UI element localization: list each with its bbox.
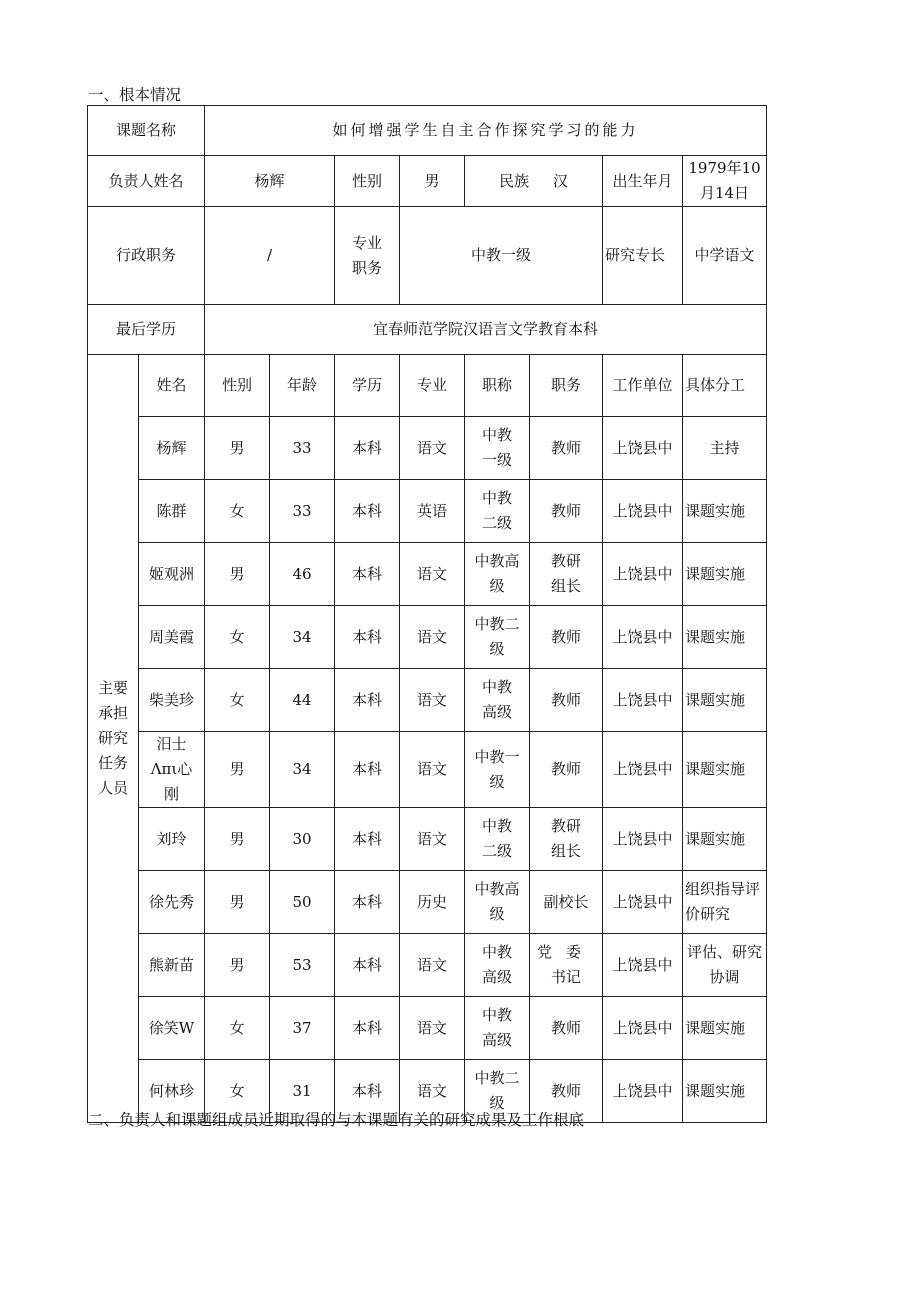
member-name-line: 陈群 xyxy=(156,501,187,520)
table-row xyxy=(88,934,767,997)
member-task xyxy=(683,997,767,1060)
member-major: 语文 xyxy=(400,997,465,1060)
member-title-line: 中教二 xyxy=(474,1069,520,1087)
member-post-line: 组长 xyxy=(551,577,582,595)
member-title-line: 高级 xyxy=(482,703,513,721)
admin-post-value: / xyxy=(205,207,335,305)
member-name-line: 柴美珍 xyxy=(149,690,195,709)
leader-ethnicity-cell xyxy=(465,156,603,207)
member-unit: 上饶县中 xyxy=(603,997,683,1060)
member-age: 44 xyxy=(270,669,335,732)
table-row xyxy=(88,871,767,934)
member-task xyxy=(683,1060,767,1123)
member-unit: 上饶县中 xyxy=(603,543,683,606)
member-task-line: 课题实施 xyxy=(685,627,746,646)
professional-title-label-line2: 职务 xyxy=(352,258,383,277)
member-title xyxy=(465,417,530,480)
member-unit: 上饶县中 xyxy=(603,480,683,543)
member-name-line: 徐笑W xyxy=(148,1018,195,1037)
table-row xyxy=(88,606,767,669)
member-task-line: 组织指导评 xyxy=(685,880,761,898)
member-name xyxy=(139,480,205,543)
member-post-line: 教研 xyxy=(551,817,582,835)
member-education: 本科 xyxy=(335,997,400,1060)
member-post xyxy=(530,606,603,669)
project-name-label: 课题名称 xyxy=(88,106,205,156)
table-row xyxy=(88,669,767,732)
member-title-line: 级 xyxy=(489,577,505,595)
project-name-value: 如何增强学生自主合作探究学习的能力 xyxy=(205,106,767,156)
member-task-line: 课题实施 xyxy=(685,760,746,778)
professional-title-label xyxy=(335,207,400,305)
member-name xyxy=(139,669,205,732)
member-gender: 男 xyxy=(205,871,270,934)
leader-gender-value: 男 xyxy=(400,156,465,207)
member-task-line: 价研究 xyxy=(685,905,731,923)
member-name-line: 周美霞 xyxy=(149,627,195,646)
table-row xyxy=(88,480,767,543)
members-group-label-line: 任务 xyxy=(97,754,128,772)
member-education: 本科 xyxy=(335,732,400,808)
member-unit: 上饶县中 xyxy=(603,417,683,480)
member-name-line: 刚 xyxy=(164,785,180,803)
member-post xyxy=(530,543,603,606)
member-name-line: 徐先秀 xyxy=(149,892,195,911)
members-group-label xyxy=(88,355,139,1123)
leader-name-label: 负责人姓名 xyxy=(88,156,205,207)
member-name xyxy=(139,997,205,1060)
section-2-heading: 二、负责人和课题组成员近期取得的与本课题有关的研究成果及工作根底 xyxy=(88,1111,585,1129)
member-age: 37 xyxy=(270,997,335,1060)
member-age: 34 xyxy=(270,732,335,808)
member-title-line: 中教 xyxy=(482,1006,513,1024)
members-group-label-line: 人员 xyxy=(97,779,128,797)
member-age: 30 xyxy=(270,808,335,871)
member-age: 46 xyxy=(270,543,335,606)
header-education: 学历 xyxy=(335,355,400,417)
header-task: 具体分工 xyxy=(683,355,767,417)
member-task-line: 课题实施 xyxy=(685,690,746,709)
research-specialty-value: 中学语文 xyxy=(683,207,767,305)
member-gender: 男 xyxy=(205,732,270,808)
member-task xyxy=(683,543,767,606)
member-major: 语文 xyxy=(400,1060,465,1123)
member-post-line: 教研 xyxy=(551,552,582,570)
member-title-line: 中教高 xyxy=(474,880,520,898)
member-name xyxy=(139,417,205,480)
member-title-line: 高级 xyxy=(482,968,513,986)
member-task xyxy=(683,417,767,480)
header-name: 姓名 xyxy=(139,355,205,417)
member-age: 34 xyxy=(270,606,335,669)
member-name-line: 何林珍 xyxy=(149,1081,195,1100)
member-title-line: 级 xyxy=(489,905,505,923)
member-major: 语文 xyxy=(400,934,465,997)
member-post-line: 教师 xyxy=(551,501,582,520)
member-task xyxy=(683,871,767,934)
member-major: 语文 xyxy=(400,732,465,808)
member-title-line: 级 xyxy=(489,1094,505,1112)
member-post-line: 书记 xyxy=(551,968,582,986)
header-major: 专业 xyxy=(400,355,465,417)
member-gender: 女 xyxy=(205,606,270,669)
member-major: 英语 xyxy=(400,480,465,543)
member-title-line: 中教 xyxy=(482,426,513,444)
member-post-line: 副校长 xyxy=(543,892,589,911)
member-name-line: 杨辉 xyxy=(156,438,187,457)
member-major: 语文 xyxy=(400,417,465,480)
member-major: 历史 xyxy=(400,871,465,934)
member-education: 本科 xyxy=(335,1060,400,1123)
member-title xyxy=(465,732,530,808)
member-name-line: 汨士 xyxy=(156,735,187,753)
member-title xyxy=(465,543,530,606)
professional-title-label-line1: 专业 xyxy=(352,233,383,252)
member-unit: 上饶县中 xyxy=(603,1060,683,1123)
member-title xyxy=(465,871,530,934)
member-title xyxy=(465,669,530,732)
member-task xyxy=(683,808,767,871)
member-post-line: 教师 xyxy=(551,1018,582,1037)
table-row xyxy=(88,997,767,1060)
header-gender: 性别 xyxy=(205,355,270,417)
table-row xyxy=(88,417,767,480)
member-education: 本科 xyxy=(335,606,400,669)
member-name-line: 熊新苗 xyxy=(149,955,195,974)
table-row xyxy=(88,732,767,808)
member-post xyxy=(530,934,603,997)
member-title-line: 中教 xyxy=(482,943,513,961)
member-unit: 上饶县中 xyxy=(603,606,683,669)
member-post-line: 教师 xyxy=(551,690,582,709)
member-post xyxy=(530,997,603,1060)
member-major: 语文 xyxy=(400,606,465,669)
member-post xyxy=(530,480,603,543)
member-post xyxy=(530,808,603,871)
member-education: 本科 xyxy=(335,871,400,934)
member-post-line: 教师 xyxy=(551,438,582,457)
table-row xyxy=(88,543,767,606)
member-education: 本科 xyxy=(335,543,400,606)
member-age: 33 xyxy=(270,480,335,543)
member-title xyxy=(465,480,530,543)
header-unit: 工作单位 xyxy=(603,355,683,417)
member-major: 语文 xyxy=(400,669,465,732)
member-title-line: 一级 xyxy=(482,451,513,469)
member-education: 本科 xyxy=(335,417,400,480)
member-post xyxy=(530,871,603,934)
member-education: 本科 xyxy=(335,808,400,871)
member-task xyxy=(683,606,767,669)
header-age: 年龄 xyxy=(270,355,335,417)
member-name xyxy=(139,808,205,871)
member-post-line: 组长 xyxy=(551,842,582,860)
education-value: 宜春师范学院汉语言文学教育本科 xyxy=(205,305,767,355)
member-age: 31 xyxy=(270,1060,335,1123)
member-title-line: 中教 xyxy=(482,817,513,835)
members-group-label-line: 主要 xyxy=(97,679,128,697)
leader-birth-value: 1979年10月14日 xyxy=(683,156,767,207)
member-major: 语文 xyxy=(400,543,465,606)
member-post xyxy=(530,732,603,808)
member-gender: 男 xyxy=(205,543,270,606)
member-title xyxy=(465,997,530,1060)
member-title-line: 中教二 xyxy=(474,615,520,633)
member-title-line: 中教高 xyxy=(474,552,520,570)
member-education: 本科 xyxy=(335,934,400,997)
member-title-line: 中教 xyxy=(482,678,513,696)
table-row xyxy=(88,808,767,871)
ethnicity-label: 民族 xyxy=(499,171,530,190)
member-task xyxy=(683,669,767,732)
header-post: 职务 xyxy=(530,355,603,417)
leader-birth-label: 出生年月 xyxy=(603,156,683,207)
member-major: 语文 xyxy=(400,808,465,871)
member-task-line: 课题实施 xyxy=(685,564,746,583)
members-group-label-text xyxy=(98,676,128,801)
member-name xyxy=(139,732,205,808)
member-name xyxy=(139,871,205,934)
admin-post-label: 行政职务 xyxy=(88,207,205,305)
member-title-line: 二级 xyxy=(482,842,513,860)
member-title-line: 级 xyxy=(489,772,505,791)
professional-title-value: 中教一级 xyxy=(400,207,603,305)
member-post-line: 教师 xyxy=(551,627,582,646)
member-post-line: 教师 xyxy=(551,760,582,778)
member-title xyxy=(465,934,530,997)
member-name xyxy=(139,543,205,606)
header-title: 职称 xyxy=(465,355,530,417)
leader-name-value: 杨辉 xyxy=(205,156,335,207)
member-task-line: 课题实施 xyxy=(685,1018,746,1037)
member-gender: 女 xyxy=(205,997,270,1060)
members-group-label-line: 研究 xyxy=(97,729,128,747)
member-task-line: 课题实施 xyxy=(685,829,746,848)
member-gender: 男 xyxy=(205,808,270,871)
member-gender: 女 xyxy=(205,1060,270,1123)
research-specialty-label: 研究专长 xyxy=(603,207,683,305)
member-task-line: 评估、研究 xyxy=(687,943,763,961)
basic-info-table xyxy=(87,105,767,1123)
member-task xyxy=(683,732,767,808)
section-1-heading: 一、根本情况 xyxy=(88,86,182,104)
member-name-line: Λπι心 xyxy=(150,760,193,778)
member-gender: 女 xyxy=(205,669,270,732)
member-task xyxy=(683,480,767,543)
member-gender: 男 xyxy=(205,934,270,997)
member-unit: 上饶县中 xyxy=(603,808,683,871)
member-title xyxy=(465,606,530,669)
member-name xyxy=(139,606,205,669)
members-group-label-line: 承担 xyxy=(97,704,128,722)
member-name-line: 姬观洲 xyxy=(149,564,195,583)
ethnicity-value: 汉 xyxy=(552,171,568,190)
member-age: 33 xyxy=(270,417,335,480)
member-task-line: 主持 xyxy=(709,438,740,457)
member-education: 本科 xyxy=(335,669,400,732)
member-education: 本科 xyxy=(335,480,400,543)
member-unit: 上饶县中 xyxy=(603,871,683,934)
member-title xyxy=(465,808,530,871)
member-task-line: 课题实施 xyxy=(685,501,746,520)
member-post-line: 教师 xyxy=(551,1081,582,1100)
member-post xyxy=(530,417,603,480)
member-age: 50 xyxy=(270,871,335,934)
member-task-line: 课题实施 xyxy=(685,1081,746,1100)
member-title-line: 高级 xyxy=(482,1031,513,1049)
member-title-line: 中教 xyxy=(482,489,513,507)
member-name-line: 刘玲 xyxy=(156,829,187,848)
leader-gender-label: 性别 xyxy=(335,156,400,207)
member-post-line: 党委 xyxy=(537,943,596,961)
member-task-line: 协调 xyxy=(709,968,740,986)
member-name xyxy=(139,934,205,997)
member-task xyxy=(683,934,767,997)
member-post xyxy=(530,669,603,732)
member-gender: 女 xyxy=(205,480,270,543)
member-title-line: 二级 xyxy=(482,514,513,532)
member-unit: 上饶县中 xyxy=(603,669,683,732)
member-unit: 上饶县中 xyxy=(603,934,683,997)
member-gender: 男 xyxy=(205,417,270,480)
member-unit: 上饶县中 xyxy=(603,732,683,808)
member-age: 53 xyxy=(270,934,335,997)
member-title-line: 级 xyxy=(489,640,505,658)
education-label: 最后学历 xyxy=(88,305,205,355)
member-title-line: 中教一 xyxy=(474,747,520,766)
